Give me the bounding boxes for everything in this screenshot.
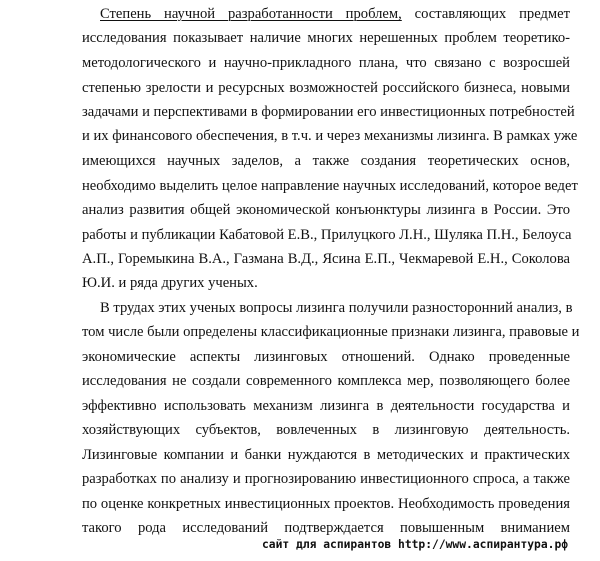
paragraph-2-line-1: В трудах этих ученых вопросы лизинга получили разносторонний анализ, в (100, 300, 573, 316)
paragraph-2-line-8: разработках по анализу и прогнозированию инвестиционного спроса, а также (82, 471, 570, 487)
underlined-heading-phrase: Степень научной разработанности проблем, (100, 6, 402, 22)
paragraph-2-line-4: исследования не создали современного комплекса мер, позволяющего более (82, 373, 570, 389)
paragraph-1-line-12: Ю.И. и ряда других ученых. (82, 275, 258, 291)
paragraph-2-line-3: экономические аспекты лизинговых отношений. Однако проведенные (82, 349, 570, 365)
paragraph-1-line-9: анализ развития общей экономической конъюнктуры лизинга в России. Это (82, 202, 570, 218)
paragraph-1-line-8: необходимо выделить целое направление научных исследований, которое ведет (82, 178, 578, 194)
paragraph-1-line-7: имеющихся научных заделов, а также создания теоретических основ, (82, 153, 570, 169)
paragraph-2-line-2: том числе были определены классификационные признаки лизинга, правовые и (82, 324, 580, 340)
paragraph-1-line-4: степенью зрелости и ресурсных возможностей российского бизнеса, новыми (82, 80, 570, 96)
paragraph-2-line-9: по оценке конкретных инвестиционных проектов. Необходимость проведения (82, 496, 570, 512)
paragraph-1-line-6: и их финансового обеспечения, в т.ч. и через механизмы лизинга. В рамках уже (82, 128, 578, 144)
paragraph-2-line-5: эффективно использовать механизм лизинга в деятельности государства и (82, 398, 570, 414)
paragraph-1-line-10: работы и публикации Кабатовой Е.В., Прилуцкого Л.Н., Шуляка П.Н., Белоуса (82, 227, 572, 243)
paragraph-1-line-5: задачами и перспективами в формировании его инвестиционных потребностей (82, 104, 575, 120)
paragraph-1-line-2: исследования показывает наличие многих нерешенных проблем теоретико- (82, 30, 570, 46)
paragraph-1-line-1-rest: составляющих предмет (401, 6, 571, 22)
paragraph-2-line-10: такого рода исследований подтверждается повышенным вниманием (82, 520, 570, 536)
paragraph-2-line-6: хозяйствующих субъектов, вовлеченных в лизинговую деятельность. (82, 422, 570, 438)
paragraph-2-line-7: Лизинговые компании и банки нуждаются в методических и практических (82, 447, 570, 463)
paragraph-1-line-1 (100, 2, 570, 26)
site-watermark: сайт для аспирантов http://www.аспирантура.рф (262, 538, 569, 551)
paragraph-1-line-11: А.П., Горемыкина В.А., Газмана В.Д., Ясина Е.П., Чекмаревой Е.Н., Соколова (82, 251, 570, 267)
paragraph-1-line-3: методологического и научно-прикладного плана, что связано с возросшей (82, 55, 570, 71)
